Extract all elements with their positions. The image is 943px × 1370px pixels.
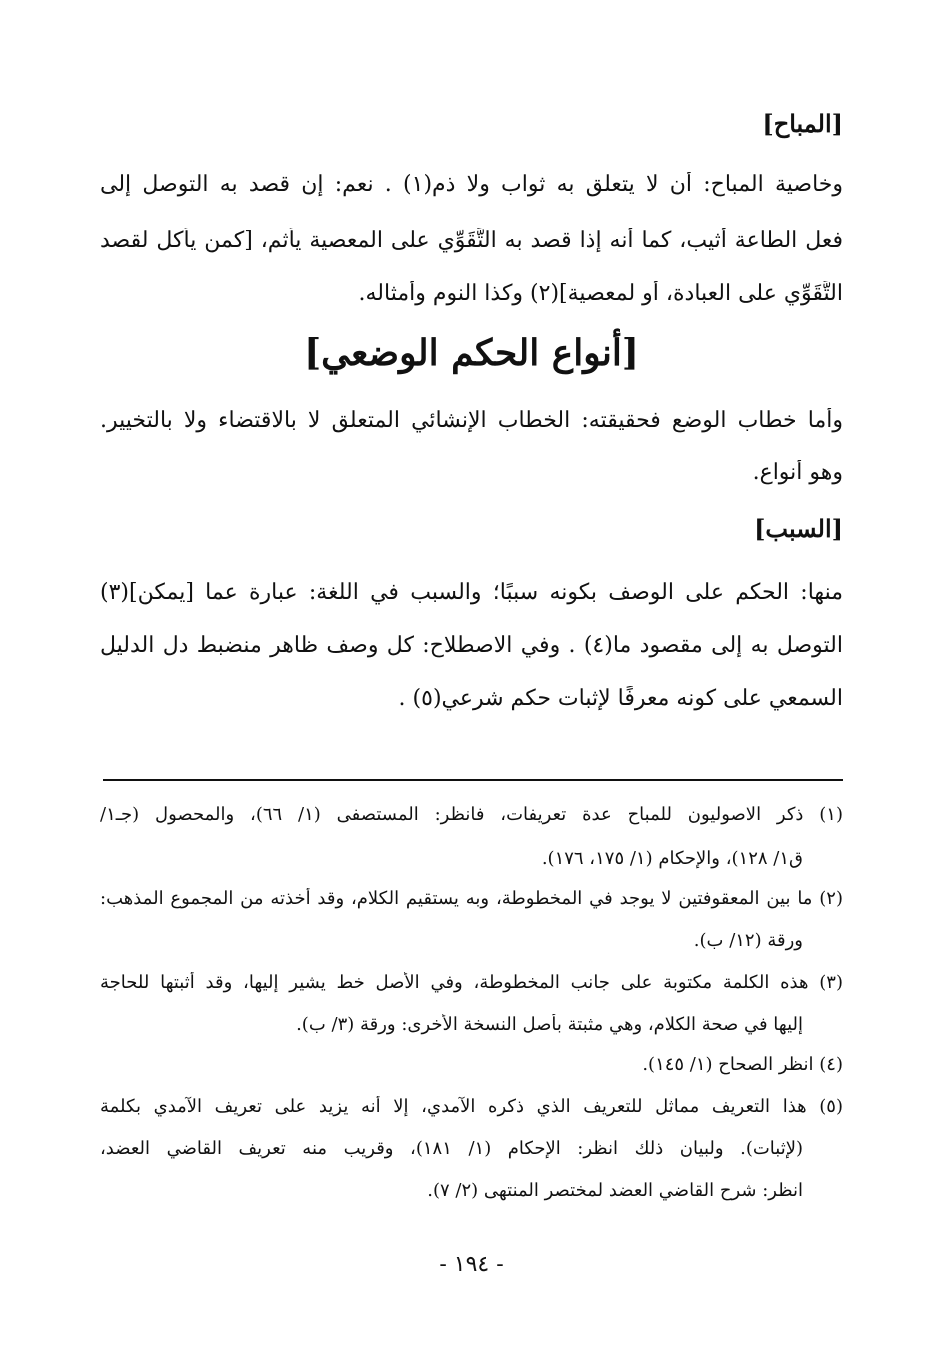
footnote-1-continued: ق١/ ١٢٨)، والإحكام (١/ ١٧٥، ١٧٦). [541, 848, 803, 869]
paragraph-line: وهو أنواع. [752, 460, 843, 485]
paragraph-line: التَّقَوِّي على العبادة، أو لمعصية](٢) وكذا النوم وأمثاله. [358, 281, 843, 306]
footnote-5: (٥) هذا التعريف مماثل للتعريف الذي ذكره الآمدي، إلا أنه يزيد على تعريف الآمدي بكلمة [100, 1096, 843, 1117]
footnote-3: (٣) هذه الكلمة مكتوبة على جانب المخطوطة، وفي الأصل خط يشير إليها، وقد أثبتها للحاجة [100, 972, 843, 993]
heading-types-wadi: [أنواع الحكم الوضعي] [304, 332, 639, 374]
paragraph-line: منها: الحكم على الوصف بكونه سببًا؛ والسبب في اللغة: عبارة عما [يمكن](٣) [100, 580, 843, 605]
paragraph-line: فعل الطاعة أثيب، كما أنه إذا قصد به التَّقَوِّي على المعصية يأثم، [كمن يأكل لقصد [100, 228, 843, 253]
footnote-5-continued: انظر: شرح القاضي العضد لمختصر المنتهى (٢/ ٧). [427, 1180, 803, 1201]
footnote-5-continued: (لإثبات). ولبيان ذلك انظر: الإحكام (١/ ١٨١)، وقريب منه تعريف القاضي العضد، [100, 1138, 803, 1159]
heading-sabab: [السبب] [754, 515, 843, 543]
paragraph-line: وأما خطاب الوضع فحقيقته: الخطاب الإنشائي المتعلق لا بالاقتضاء ولا بالتخيير. [100, 408, 843, 433]
paragraph-line: التوصل به إلى مقصود ما(٤) . وفي الاصطلاح: كل وصف ظاهر منضبط دل الدليل [100, 633, 843, 658]
page-number: - ١٩٤ - [439, 1252, 504, 1277]
paragraph-line: وخاصية المباح: أن لا يتعلق به ثواب ولا ذم(١) . نعم: إن قصد به التوصل إلى [100, 172, 843, 197]
footnote-3-continued: إليها في صحة الكلام، وهي مثبتة بأصل النسخة الأخرى: ورقة (٣/ ب). [296, 1014, 803, 1035]
footnote-1: (١) ذكر الاصوليون للمباح عدة تعريفات، فانظر: المستصفى (١/ ٦٦)، والمحصول (جـ١/ [100, 804, 843, 825]
heading-mubah: [المباح] [762, 110, 843, 138]
paragraph-line: السمعي على كونه معرفًا لإثبات حكم شرعي(٥) . [398, 686, 843, 711]
footnote-2-continued: ورقة (١٢/ ب). [693, 930, 803, 951]
footnote-separator [103, 779, 843, 781]
footnote-2: (٢) ما بين المعقوفتين لا يوجد في المخطوطة، وبه يستقيم الكلام، وقد أخذته من المجموع المذهب: [100, 888, 843, 909]
footnote-4: (٤) انظر الصحاح (١/ ١٤٥). [642, 1054, 843, 1075]
